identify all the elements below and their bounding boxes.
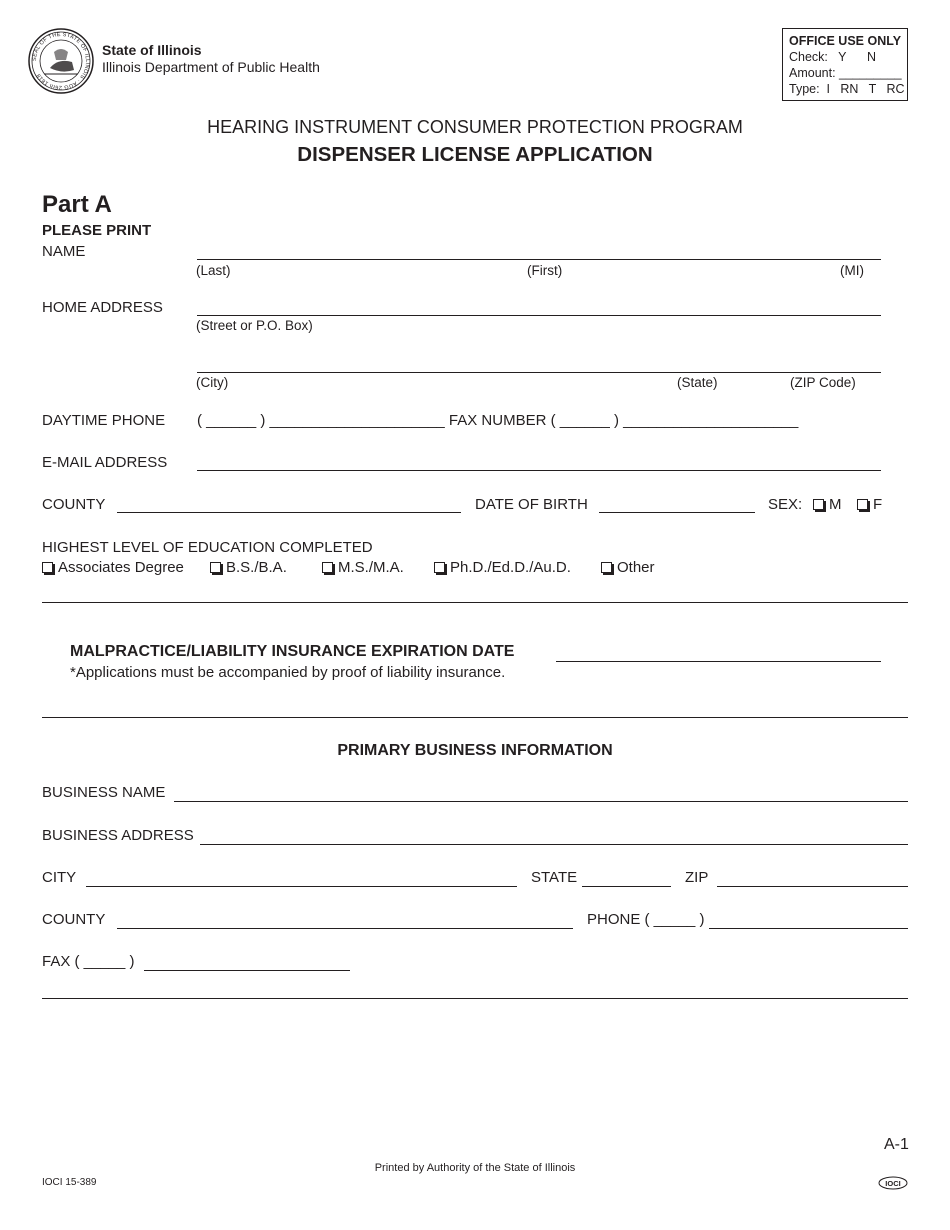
checkbox-icon: [322, 562, 333, 573]
printed-by: Printed by Authority of the State of Illinois: [374, 1162, 576, 1174]
city-caption: (City): [196, 375, 229, 390]
checkbox-icon: [601, 562, 612, 573]
city-state-zip-field[interactable]: [197, 372, 881, 373]
state-seal-icon: [28, 28, 94, 94]
education-option[interactable]: [601, 559, 655, 576]
county-field[interactable]: [117, 512, 461, 513]
checkbox-icon: [434, 562, 445, 573]
office-check: Check: Y N: [789, 50, 877, 64]
page-number: A-1: [884, 1136, 909, 1153]
office-amount: Amount: _________: [789, 66, 902, 80]
business-zip-label: ZIP: [685, 869, 709, 886]
business-county-field[interactable]: [117, 928, 573, 929]
checkbox-icon: [42, 562, 53, 573]
part-a-title: Part A: [42, 191, 112, 218]
office-use-title: OFFICE USE ONLY: [789, 34, 902, 48]
sex-label: SEX:: [768, 496, 803, 513]
divider: [42, 602, 908, 603]
business-address-field[interactable]: [200, 844, 908, 845]
form-id: IOCI 15-389: [42, 1177, 97, 1188]
sex-f-option[interactable]: [857, 496, 882, 513]
sex-m-option[interactable]: [813, 496, 842, 513]
business-name-field[interactable]: [174, 801, 908, 802]
please-print: PLEASE PRINT: [42, 222, 152, 239]
name-label: NAME: [42, 243, 86, 260]
divider: [42, 717, 908, 718]
business-city-label: CITY: [42, 869, 77, 886]
state-name: State of Illinois: [102, 42, 202, 58]
seal-text: SEAL OF THE STATE OF ILLINOIS · AUG 26th 1818: [31, 31, 91, 91]
business-zip-field[interactable]: [717, 886, 908, 887]
street-field[interactable]: [197, 315, 881, 316]
business-phone-field[interactable]: [709, 928, 908, 929]
education-option-label: Associates Degree: [58, 559, 184, 576]
education-option[interactable]: [322, 559, 404, 576]
business-county-label: COUNTY: [42, 911, 106, 928]
divider: [42, 998, 908, 999]
education-option-label: Ph.D./Ed.D./Au.D.: [450, 559, 571, 576]
daytime-phone-label: DAYTIME PHONE: [42, 412, 166, 429]
logo-text: IOCI: [885, 1179, 901, 1188]
zip-caption: (ZIP Code): [790, 375, 856, 390]
dob-field[interactable]: [599, 512, 755, 513]
business-name-label: BUSINESS NAME: [42, 784, 166, 801]
office-use-box: [782, 28, 908, 101]
checkbox-icon: [857, 499, 868, 510]
dob-label: DATE OF BIRTH: [475, 496, 588, 513]
education-option-label: Other: [617, 559, 655, 576]
business-phone-label: PHONE ( _____ ): [587, 911, 705, 928]
insurance-date-field[interactable]: [556, 661, 881, 662]
business-city-field[interactable]: [86, 886, 517, 887]
business-address-label: BUSINESS ADDRESS: [42, 827, 194, 844]
home-address-label: HOME ADDRESS: [42, 299, 163, 316]
insurance-label: MALPRACTICE/LIABILITY INSURANCE EXPIRATION DATE: [70, 643, 515, 660]
email-label: E-MAIL ADDRESS: [42, 454, 168, 471]
state-caption: (State): [677, 375, 718, 390]
office-type: Type: I RN T RC: [789, 82, 905, 96]
program-title: HEARING INSTRUMENT CONSUMER PROTECTION PROGRAM: [207, 117, 743, 137]
department-name: Illinois Department of Public Health: [102, 59, 320, 75]
education-label: HIGHEST LEVEL OF EDUCATION COMPLETED: [42, 539, 373, 556]
business-state-field[interactable]: [582, 886, 671, 887]
email-field[interactable]: [197, 470, 881, 471]
street-caption: (Street or P.O. Box): [196, 318, 313, 333]
phone-fax-field[interactable]: ( ______ ) _____________________ FAX NUMBER ( ______ ) _____________________: [197, 412, 799, 429]
business-fax-label: FAX ( _____ ): [42, 953, 135, 970]
business-state-label: STATE: [531, 869, 578, 886]
business-section-title: PRIMARY BUSINESS INFORMATION: [337, 742, 613, 759]
checkbox-icon: [813, 499, 824, 510]
business-fax-field[interactable]: [144, 970, 350, 971]
education-option[interactable]: [434, 559, 571, 576]
name-mi-caption: (MI): [840, 263, 864, 278]
sex-f-label: F: [873, 496, 883, 513]
page-title: DISPENSER LICENSE APPLICATION: [297, 143, 653, 166]
checkbox-icon: [210, 562, 221, 573]
education-option[interactable]: [42, 559, 184, 576]
education-option-label: B.S./B.A.: [226, 559, 287, 576]
name-field[interactable]: [197, 259, 881, 260]
county-label: COUNTY: [42, 496, 106, 513]
education-option-label: M.S./M.A.: [338, 559, 404, 576]
name-last-caption: (Last): [196, 263, 231, 278]
name-first-caption: (First): [527, 263, 563, 278]
ioci-logo-icon: [878, 1176, 908, 1190]
sex-m-label: M: [829, 496, 842, 513]
insurance-note: *Applications must be accompanied by proof of liability insurance.: [70, 664, 506, 681]
education-option[interactable]: [210, 559, 287, 576]
